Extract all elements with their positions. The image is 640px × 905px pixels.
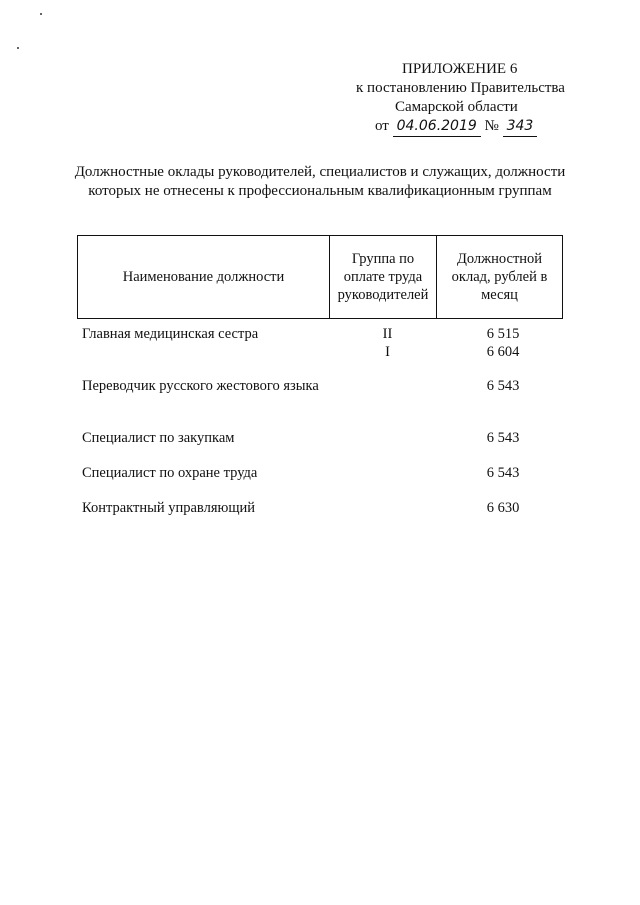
salary: 6 543 <box>486 430 520 446</box>
position-name: Главная медицинская сестра <box>82 326 259 342</box>
table-row <box>82 377 562 413</box>
salary: 6 515 <box>486 326 520 342</box>
pay-group: II <box>382 326 393 342</box>
pay-group: I <box>385 344 390 360</box>
scan-speck <box>17 47 19 49</box>
table-row <box>82 464 562 482</box>
header-salary: Должностной оклад, рублей в месяц <box>451 251 548 303</box>
salary: 6 630 <box>486 500 520 516</box>
document-title: Должностные оклады руководителей, специалистов и служащих, должности которых не отнесены к профессиональным квалификационным группам <box>74 164 566 199</box>
region-name: Самарской области <box>395 99 518 115</box>
salary: 6 604 <box>486 344 520 360</box>
appendix-label: ПРИЛОЖЕНИЕ 6 <box>402 61 518 77</box>
salary: 6 543 <box>486 378 520 394</box>
header-pay-group: Группа по оплате труда руководителей <box>330 236 437 318</box>
table-row <box>82 429 562 447</box>
position-name: Переводчик русского жестового языка <box>82 378 319 394</box>
appendix-header <box>300 60 630 137</box>
date-number-line <box>375 117 630 137</box>
scan-speck <box>40 13 42 15</box>
table-row <box>82 325 562 361</box>
position-name: Контрактный управляющий <box>82 500 256 516</box>
table-row <box>82 499 562 517</box>
salary: 6 543 <box>486 465 520 481</box>
header-position-name: Наименование должности <box>78 236 330 318</box>
table-body <box>82 325 562 517</box>
date-prefix: от <box>375 118 389 134</box>
position-name: Специалист по закупкам <box>82 430 235 446</box>
handwritten-number: 343 <box>503 117 538 137</box>
number-prefix: № <box>484 118 499 134</box>
position-name: Специалист по охране труда <box>82 465 258 481</box>
handwritten-date: 04.06.2019 <box>393 117 481 137</box>
decree-reference: к постановлению Правительства <box>356 80 565 96</box>
table-header <box>77 235 563 319</box>
